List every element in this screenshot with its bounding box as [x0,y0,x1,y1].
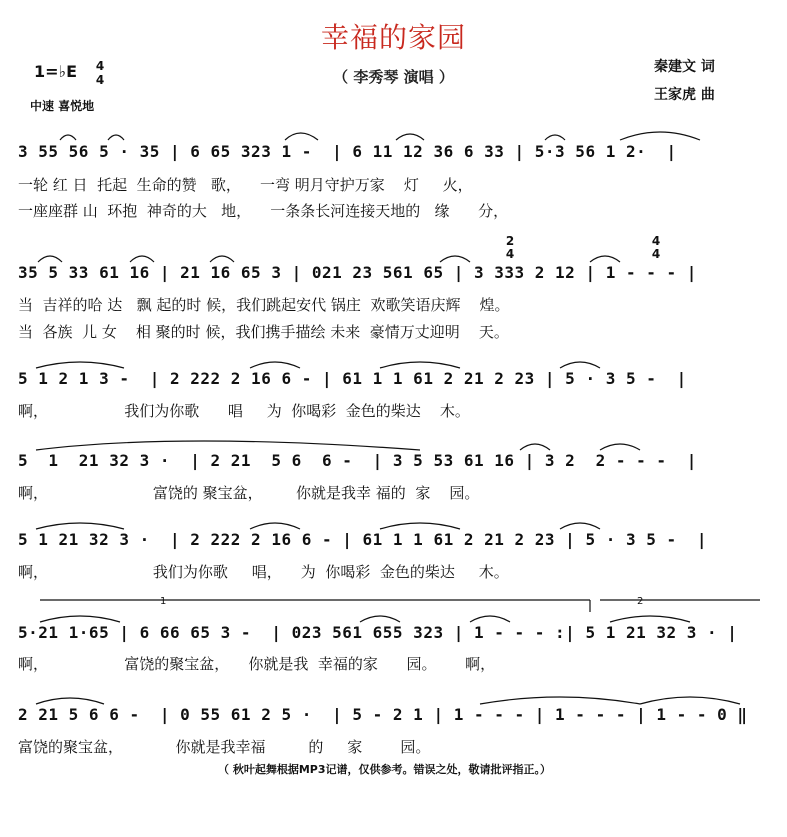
slur [360,616,400,622]
lyric-line-2-verse-1: 当 吉祥的哈 达 飘 起的时 候，我们跳起安代 锅庄 欢歌笑语庆辉 煌。 [18,296,510,314]
lyric-line-4: 啊， 富饶的 聚宝盆， 你就是我幸 福的 家 园。 [18,484,480,502]
slur [38,256,62,262]
slur [36,441,420,450]
lyric-line-5: 啊， 我们为你歌 唱， 为 你喝彩 金色的柴达 木。 [18,563,509,581]
slur [36,362,124,368]
slur [440,256,470,262]
notation-line-3: 5 1 2 1 3 - | 2 222 2 16 6 - | 61 1 1 61 2 21 2 23 | 5 · 3 5 - | [18,369,687,388]
slur [480,697,640,704]
time-change-4-4-top: 4 [651,234,661,248]
slur [560,362,600,368]
slur [130,256,154,262]
slur [545,135,565,140]
volta-1-label: 1 [160,596,167,607]
lyric-line-3: 啊， 我们为你歌 唱 为 你喝彩 金色的柴达 木。 [18,402,470,420]
slur [380,362,460,368]
slur [250,362,300,368]
slur [520,444,550,450]
tempo-marking: 中速 喜悦地 [30,99,95,113]
slur [620,132,700,140]
slur [470,616,510,622]
lyric-line-2-verse-2: 当 各族 儿 女 相 聚的时 候，我们携手描绘 未来 豪情万丈迎明 天。 [18,323,509,341]
composer-credit: 王家虎 曲 [654,87,715,103]
singer-credit: （ 李秀琴 演唱 ） [333,68,454,86]
notation-line-4: 5 1 21 32 3 · | 2 21 5 6 6 - | 3 5 53 61 16 | 3 2 2 - - - | [18,451,697,470]
slur [40,616,120,622]
slur [590,256,620,262]
notation-line-7: 2 21 5 6 6 - | 0 55 61 2 5 · | 5 - 2 1 | 1 - - - | 1 - - - | 1 - - 0 ‖ [18,705,748,724]
slur [600,444,640,450]
lyricist-credit: 秦建文 词 [654,59,715,75]
time-signature-denominator: 4 [95,73,105,87]
transcription-note: （ 秋叶起舞根据MP3记谱，仅供参考。错误之处，敬请批评指正。） [218,763,551,776]
lyric-line-6: 啊， 富饶的聚宝盆， 你就是我 幸福的家 园。 啊， [18,655,496,673]
notation-line-1: 3 55 56 5 · 35 | 6 65 323 1 - | 6 11 12 36 6 33 | 5·3 56 1 2· | [18,142,677,161]
lyric-line-1-verse-1: 一轮 红 日 托起 生命的赞 歌， 一弯 明月守护万家 灯 火， [18,176,473,194]
slur [396,134,424,140]
slur [610,616,690,622]
notation-line-6: 5·21 1·65 | 6 66 65 3 - | 023 561 655 323 | 1 - - - :| 5 1 21 32 3 · | [18,623,738,642]
time-signature-numerator: 4 [95,59,105,73]
song-title: 幸福的家园 [320,21,466,54]
slur [285,133,318,140]
slur [210,256,234,262]
key-signature: 1=♭E [34,62,78,81]
notation-line-5: 5 1 21 32 3 · | 2 222 2 16 6 - | 61 1 1 61 2 21 2 23 | 5 · 3 5 - | [18,530,708,549]
time-change-4-4-bottom: 4 [651,247,661,261]
slur [380,523,460,529]
slur [36,698,104,704]
slur [640,697,740,704]
slur [108,135,124,140]
time-change-2-4-top: 2 [505,234,515,248]
slur [560,523,600,529]
slur [36,523,124,529]
slur [250,523,300,529]
slur [60,135,76,140]
lyric-line-1-verse-2: 一座座群 山 环抱 神奇的大 地， 一条条长河连接天地的 缘 分， [18,202,509,220]
time-change-2-4-bottom: 4 [505,247,515,261]
volta-2-label: 2 [637,596,644,607]
notation-line-2: 35 5 33 61 16 | 21 16 65 3 | 021 23 561 65 | 3 333 2 12 | 1 - - - | [18,263,697,282]
lyric-line-7: 富饶的聚宝盆， 你就是我幸福 的 家 园。 [18,738,431,756]
